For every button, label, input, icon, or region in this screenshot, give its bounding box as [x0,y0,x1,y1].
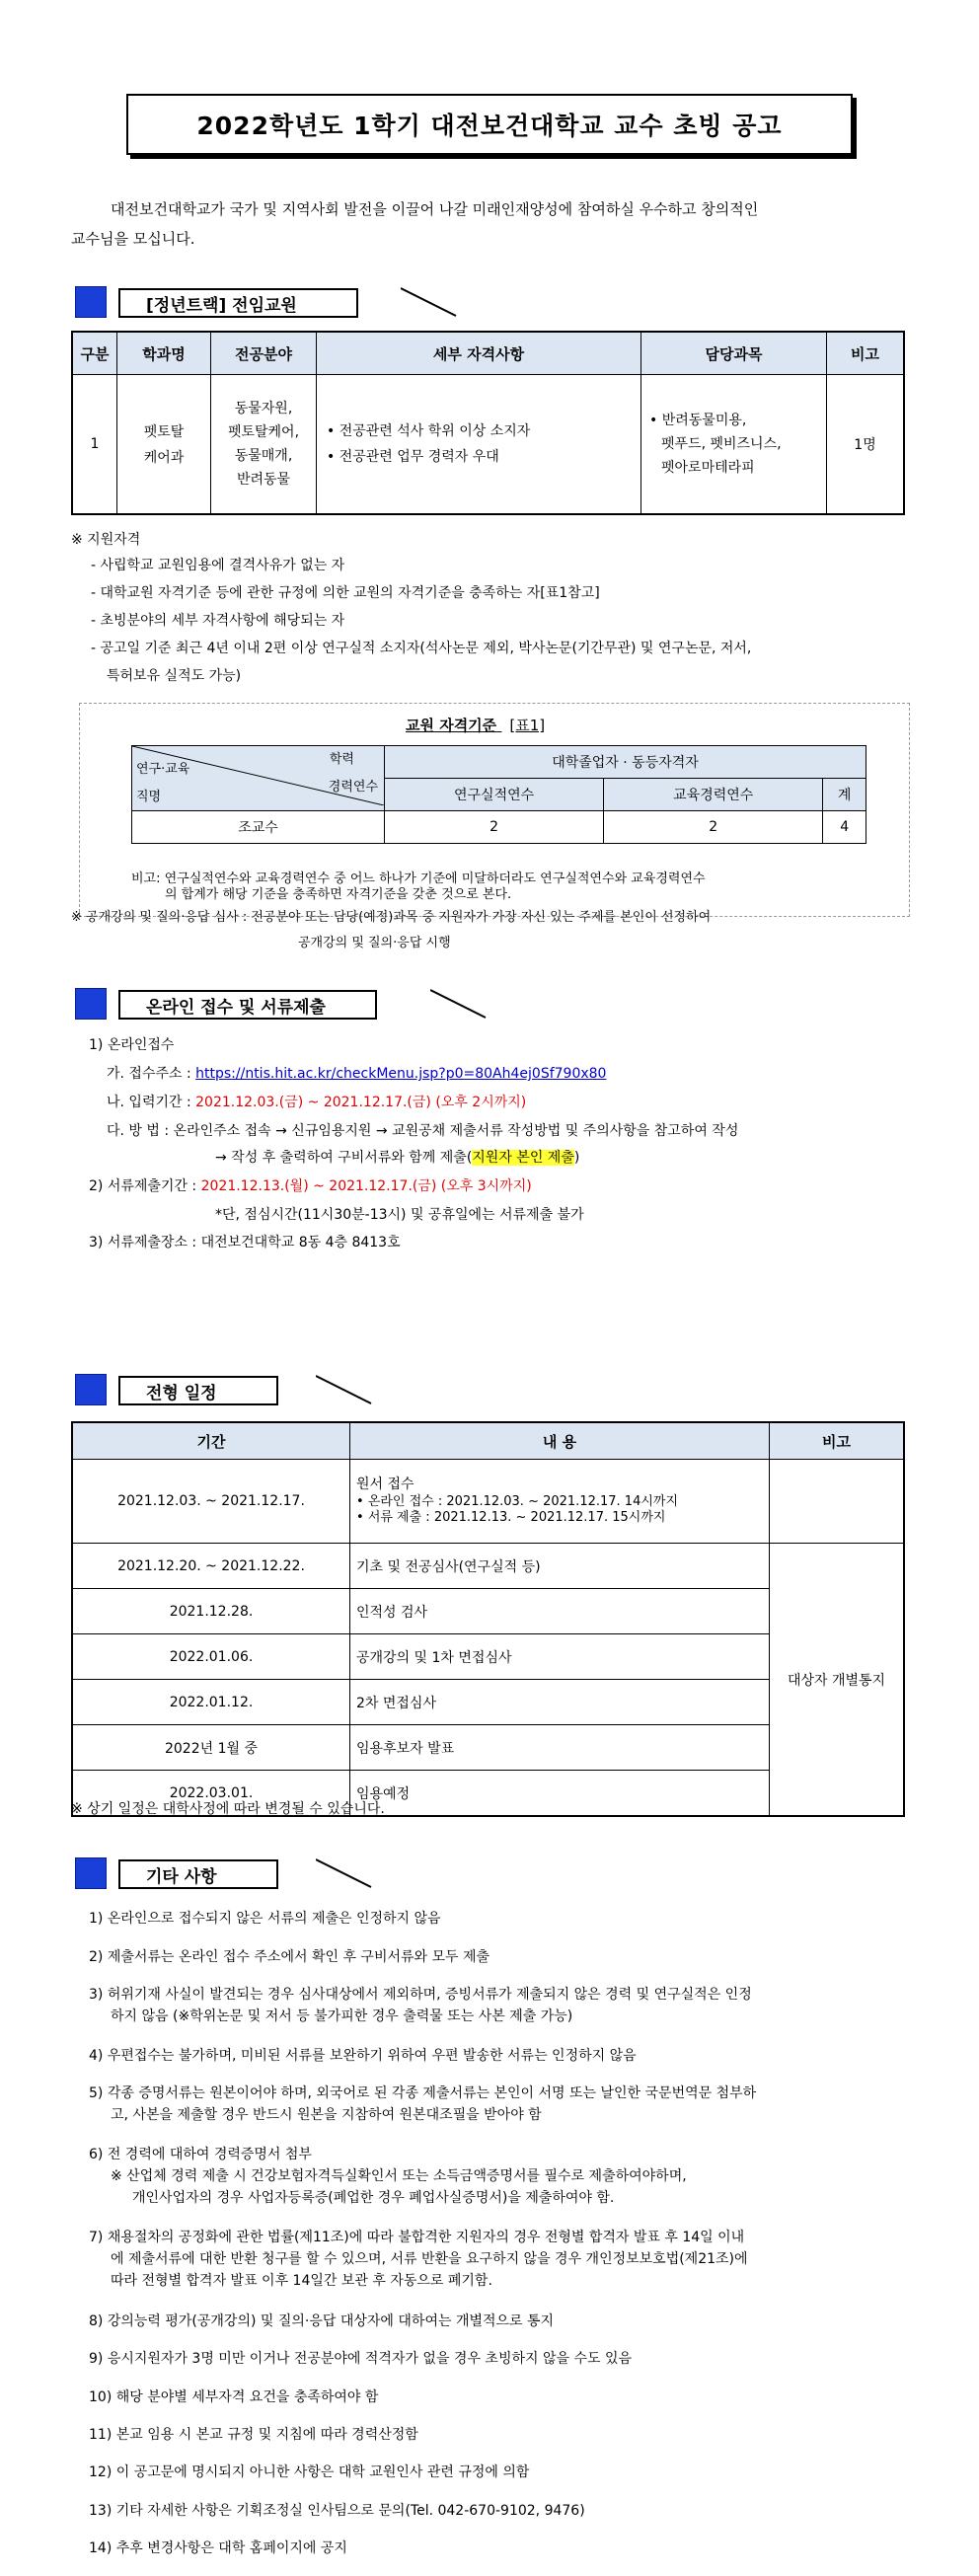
table-row [72,1460,904,1544]
label: 2) 서류제출기간 : [89,1178,197,1194]
subject-line: • 반려동물미용, [649,413,747,428]
section-tab-arrow [316,1857,395,1891]
table-row [72,375,904,515]
other-item: 7) 채용절차의 공정화에 관한 법률(제11조)에 따라 불합격한 지원자의 경우 전형별 합격자 발표 후 14일 이내 [89,2230,745,2245]
other-item-sub-cont: 개인사업자의 경우 사업자등록증(폐업한 경우 폐업사실증명서)을 제출하여야 함. [132,2190,615,2206]
method: 온라인주소 접속 → 신규임용지원 → 교원공채 제출서류 작성방법 및 주의사항을 참고하여 작성 [173,1123,739,1139]
std-cell: 4 [823,811,866,844]
table-row [132,811,866,844]
lecture-note-2: 공개강의 및 질의·응답 시행 [298,936,451,950]
std-col: 교육경력연수 [604,779,823,811]
field-line: 반려동물 [236,472,291,488]
std-col: 연구실적연수 [385,779,604,811]
online-item-2 [89,1177,532,1195]
qual-item: • 전공관련 업무 경력자 우대 [327,444,640,470]
th-period: 기간 [72,1422,350,1460]
label: 다. 방 법 : [107,1123,170,1139]
req-item: - 초빙분야의 세부 자격사항에 해당되는 자 [91,613,345,629]
other-item-cont: 따라 전형별 합격자 발표 이후 14일간 보관 후 자동으로 폐기함. [111,2273,492,2289]
sch-remark: 대상자 개별통지 [770,1544,905,1817]
std-cell: 2 [604,811,823,844]
section-title: 기타 사항 [118,1859,278,1889]
std-cell: 2 [385,811,604,844]
section-title: 전형 일정 [118,1376,278,1405]
sch-period: 2022.01.12. [72,1680,350,1725]
sch-period: 2021.12.03. ~ 2021.12.17. [72,1460,350,1544]
th-field: 전공분야 [211,332,317,375]
position-table-header [72,332,904,375]
th-department: 학과명 [117,332,211,375]
other-item: 9) 응시지원자가 3명 미만 이거나 전공분야에 적격자가 없을 경우 초빙하지 않을 수도 있음 [89,2351,633,2367]
section-header-tenure [75,286,470,320]
section-header-online [75,988,470,1022]
online-item-c [107,1122,738,1140]
std-note-2: 의 합계가 해당 기준을 충족하면 자격기준을 갖춘 것으로 본다. [165,887,512,902]
standard-table [131,745,866,844]
std-tag: [표1] [509,717,546,734]
req-title: ※ 지원자격 [71,532,141,548]
dept-line: 케어과 [143,450,185,466]
submit-period: 2021.12.13.(월) ~ 2021.12.17.(금) (오후 3시까지) [200,1178,532,1194]
sch-content-main: 원서 접수 [356,1477,414,1492]
sch-period: 2022년 1월 중 [72,1725,350,1771]
th-qualifications: 세부 자격사항 [317,332,641,375]
table-row [72,1544,904,1589]
other-item-cont: 에 제출서류에 대한 반환 청구를 할 수 있으며, 서류 반환을 요구하지 않을 경우 개인정보보호법(제21조)에 [111,2251,748,2267]
corner-left: 연구·교육 [136,762,190,777]
intro-line-1: 대전보건대학교가 국가 및 지역사회 발전을 이끌어 나갈 미래인재양성에 참여하실 우수하고 창의적인 [111,200,759,218]
dept-line: 펫토탈 [143,424,185,440]
schedule-table [71,1421,905,1817]
input-period: 2021.12.03.(금) ~ 2021.12.17.(금) (오후 2시까지) [195,1095,527,1110]
corner-bottom: 직명 [136,790,162,804]
sch-content: 공개강의 및 1차 면접심사 [350,1634,770,1680]
online-item-a [107,1065,606,1083]
qual-item: • 전공관련 석사 학위 이상 소지자 [327,418,640,444]
online-item-b [107,1094,526,1111]
sch-content: 2차 면접심사 [350,1680,770,1725]
highlight-self-submit: 지원자 본인 제출 [472,1150,574,1166]
intro-line-2: 교수님을 모십니다. [71,230,195,248]
std-cell: 조교수 [132,811,385,844]
req-item-cont: 특허보유 실적도 가능) [107,668,242,684]
section-header-schedule [75,1374,391,1407]
other-item: 13) 기타 자세한 사항은 기획조정실 인사팀으로 문의(Tel. 042-670-9102, 9476) [89,2503,585,2519]
sch-content: 임용후보자 발표 [350,1725,770,1771]
page-title: 2022학년도 1학기 대전보건대학교 교수 초빙 공고 [126,94,853,155]
sch-bullet: • 온라인 접수 : 2021.12.03. ~ 2021.12.17. 14시까지 [356,1494,679,1509]
other-item: 10) 해당 분야별 세부자격 요건을 충족하여야 함 [89,2389,379,2405]
field-line: 펫토탈케어, [227,424,300,440]
corner-mid: 경력연수 [328,780,378,795]
std-col: 계 [823,779,866,811]
th-remark: 비고 [770,1422,905,1460]
other-item: 3) 허위기재 사실이 발견되는 경우 심사대상에서 제외하며, 증빙서류가 제출되지 않은 경력 및 연구실적은 인정 [89,1987,752,2003]
sch-period: 2021.12.28. [72,1589,350,1634]
sch-bullet: • 서류 제출 : 2021.12.13. ~ 2021.12.17. 15시까지 [356,1510,666,1525]
online-item-2-note: *단, 점심시간(11시30분-13시) 및 공휴일에는 서류제출 불가 [215,1207,584,1223]
section-square-icon [75,1374,107,1405]
th-note: 비고 [827,332,905,375]
apply-link[interactable]: https://ntis.hit.ac.kr/checkMenu.jsp?p0=80Ah4ej0Sf790x80 [195,1066,607,1082]
section-tab-arrow [401,286,480,320]
section-square-icon [75,988,107,1020]
sch-content: 임용예정 [350,1771,770,1817]
position-table [71,331,905,515]
sch-content: 인적성 검사 [350,1589,770,1634]
other-item: 14) 추후 변경사항은 대학 홈페이지에 공지 [89,2540,347,2556]
corner-top: 학력 [329,752,354,767]
other-item: 5) 각종 증명서류는 원본이어야 하며, 외국어로 된 각종 제출서류는 본인이 서명 또는 날인한 국문번역문 첨부하 [89,2085,757,2101]
section-title: [정년트랙] 전임교원 [118,288,358,318]
other-item: 12) 이 공고문에 명시되지 아니한 사항은 대학 교원인사 관련 규정에 의함 [89,2464,530,2480]
std-group-header: 대학졸업자 · 동등자격자 [385,746,866,779]
th-category: 구분 [72,332,117,375]
other-item-cont: 하지 않음 (※학위논문 및 저서 등 불가피한 경우 출력물 또는 사본 제출 가능) [111,2008,573,2024]
section-tab-arrow [316,1374,395,1407]
online-item-c-cont: → 작성 후 출력하여 구비서류와 함께 제출(지원자 본인 제출) [215,1150,580,1166]
faculty-standard-box [79,703,910,917]
row-field [211,375,317,515]
other-item: 8) 강의능력 평가(공개강의) 및 질의·응답 대상자에 대하여는 개별적으로 통지 [89,2313,555,2329]
req-item: - 대학교원 자격기준 등에 관한 규정에 의한 교원의 자격기준을 충족하는 자[표1참고] [91,585,600,601]
section-header-other [75,1857,391,1891]
section-title: 온라인 접수 및 서류제출 [118,990,377,1020]
other-item-cont: 고, 사본을 제출할 경우 반드시 원본을 지참하여 원본대조필을 받아야 함 [111,2107,542,2123]
label: 나. 입력기간 : [107,1095,191,1110]
subject-line: 펫푸드, 펫비즈니스, [661,436,782,452]
other-item: 4) 우편접수는 불가하며, 미비된 서류를 보완하기 위하여 우편 발송한 서류는 인정하지 않음 [89,2048,637,2064]
sch-remark-empty [770,1460,905,1544]
row-quals [317,375,641,515]
other-item-sub: ※ 산업체 경력 제출 시 건강보험자격득실확인서 또는 소득금액증명서를 필수로 제출하여야하며, [111,2168,687,2184]
row-num: 1 [72,375,117,515]
row-note: 1명 [827,375,905,515]
schedule-footnote: ※ 상기 일정은 대학사정에 따라 변경될 수 있습니다. [71,1801,385,1817]
std-title: 교원 자격기준 [표1] [406,717,546,734]
section-tab-arrow [430,988,509,1022]
sch-period: 2022.01.06. [72,1634,350,1680]
online-item-3: 3) 서류제출장소 : 대전보건대학교 8동 4층 8413호 [89,1235,401,1250]
sch-period: 2022.03.01. [72,1771,350,1817]
section-square-icon [75,1857,107,1889]
req-item: - 공고일 기준 최근 4년 이내 2편 이상 연구실적 소지자(석사논문 제외, 박사논문(기간무관) 및 연구논문, 저서, [91,641,752,656]
th-subjects: 담당과목 [641,332,827,375]
row-dept [117,375,211,515]
sch-period: 2021.12.20. ~ 2021.12.22. [72,1544,350,1589]
req-item: - 사립학교 교원임용에 결격사유가 없는 자 [91,558,345,573]
sch-content: 기초 및 전공심사(연구실적 등) [350,1544,770,1589]
other-item: 1) 온라인으로 접수되지 않은 서류의 제출은 인정하지 않음 [89,1911,441,1927]
other-item: 11) 본교 임용 시 본교 규정 및 지침에 따라 경력산정함 [89,2427,418,2443]
label: 가. 접수주소 : [107,1066,191,1082]
std-corner-cell [132,746,385,811]
online-item-1: 1) 온라인접수 [89,1037,175,1053]
lecture-note-1: ※ 공개강의 및 질의·응답 심사 : 전공분야 또는 담당(예정)과목 중 지원자가 가장 자신 있는 주제를 본인이 선정하여 [71,910,712,925]
sch-content [350,1460,770,1544]
std-note-1: 비고: 연구실적연수와 교육경력연수 중 어느 하나가 기준에 미달하더라도 연구실적연수와 교육경력연수 [131,871,706,886]
other-item: 2) 제출서류는 온라인 접수 주소에서 확인 후 구비서류와 모두 제출 [89,1949,490,1965]
field-line: 동물매개, [234,448,293,464]
other-item: 6) 전 경력에 대하여 경력증명서 첨부 [89,2147,312,2162]
row-subjects [641,375,827,515]
field-line: 동물자원, [234,401,293,417]
subject-line: 펫아로마테라피 [661,460,755,476]
th-content: 내 용 [350,1422,770,1460]
